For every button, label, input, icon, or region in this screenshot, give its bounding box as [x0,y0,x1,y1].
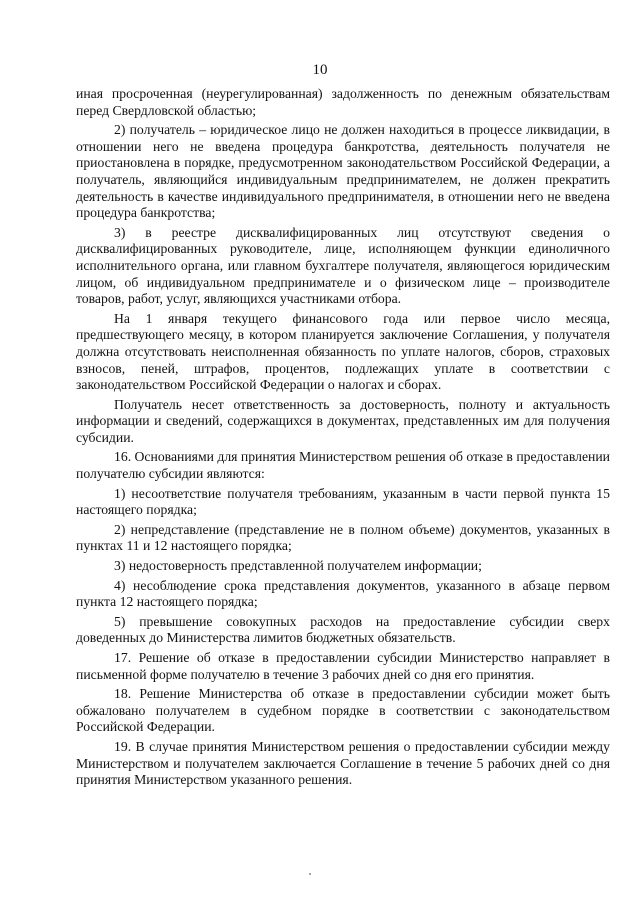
paragraph-condition-2: 2) получатель – юридическое лицо не должен находиться в процессе ликвидации, в отношении него не введена процедура банкротства, деятельность получателя не приостановлена в порядке, предусмотренном законодательством Российской Федерации, а получатель, являющийся индивидуальным предпринимателем, не должен прекратить деятельность в качестве индивидуального предпринимателя, в отношении него не введена процедура банкротства; [76,122,610,221]
paragraph-item-19: 19. В случае принятия Министерством решения о предоставлении субсидии между Министерством и получателем заключается Соглашение в течение 5 рабочих дней со дня принятия Министерством указанного решения. [76,738,610,788]
paragraph-recipient-responsibility: Получатель несет ответственность за достоверность, полноту и актуальность информации и сведений, содержащихся в документах, представленных им для получения субсидии. [76,396,610,445]
page-number: 10 [312,62,328,78]
paragraph-refusal-reason-1: 1) несоответствие получателя требованиям, указанным в части первой пункта 15 настоящего порядка; [76,485,610,518]
paragraph-condition-3: 3) в реестре дисквалифицированных лиц отсутствуют сведения о дисквалифицированных руководителе, лице, исполняющем функции единоличного исполнительного органа, или главном бухгалтере получателя, являющегося юридическим лицом, об индивидуальном предпринимателе и о физическом лице – производителе товаров, работ, услуг, являющихся участниками отбора. [76,224,610,307]
paragraph-tax-obligations: На 1 января текущего финансового года или первое число месяца, предшествующего месяцу, в котором планируется заключение Соглашения, у получателя должна отсутствовать неисполненная обязанность по уплате налогов, сборов, страховых взносов, пеней, штрафов, процентов, подлежащих уплате в соответствии с законодательством Российской Федерации о налогах и сборах. [76,310,610,393]
document-body [76,86,610,792]
paragraph-refusal-reason-4: 4) несоблюдение срока представления документов, указанного в абзаце первом пункта 12 настоящего порядка; [76,577,610,610]
footer-mark [309,873,311,875]
paragraph-debt-continuation: иная просроченная (неурегулированная) задолженность по денежным обязательствам перед Свердловской областью; [76,86,610,118]
paragraph-refusal-reason-5: 5) превышение совокупных расходов на предоставление субсидии сверх доведенных до Министерства лимитов бюджетных обязательств. [76,613,610,646]
paragraph-item-16: 16. Основаниями для принятия Министерством решения об отказе в предоставлении получателю субсидии являются: [76,449,610,482]
paragraph-refusal-reason-2: 2) непредставление (представление не в полном объеме) документов, указанных в пунктах 11 и 12 настоящего порядка; [76,521,610,554]
paragraph-item-17: 17. Решение об отказе в предоставлении субсидии Министерство направляет в письменной форме получателю в течение 3 рабочих дней со дня его принятия. [76,650,610,682]
paragraph-refusal-reason-3: 3) недостоверность представленной получателем информации; [114,558,482,574]
paragraph-item-18: 18. Решение Министерства об отказе в предоставлении субсидии может быть обжаловано получателем в судебном порядке в соответствии с законодательством Российской Федерации. [76,686,610,735]
